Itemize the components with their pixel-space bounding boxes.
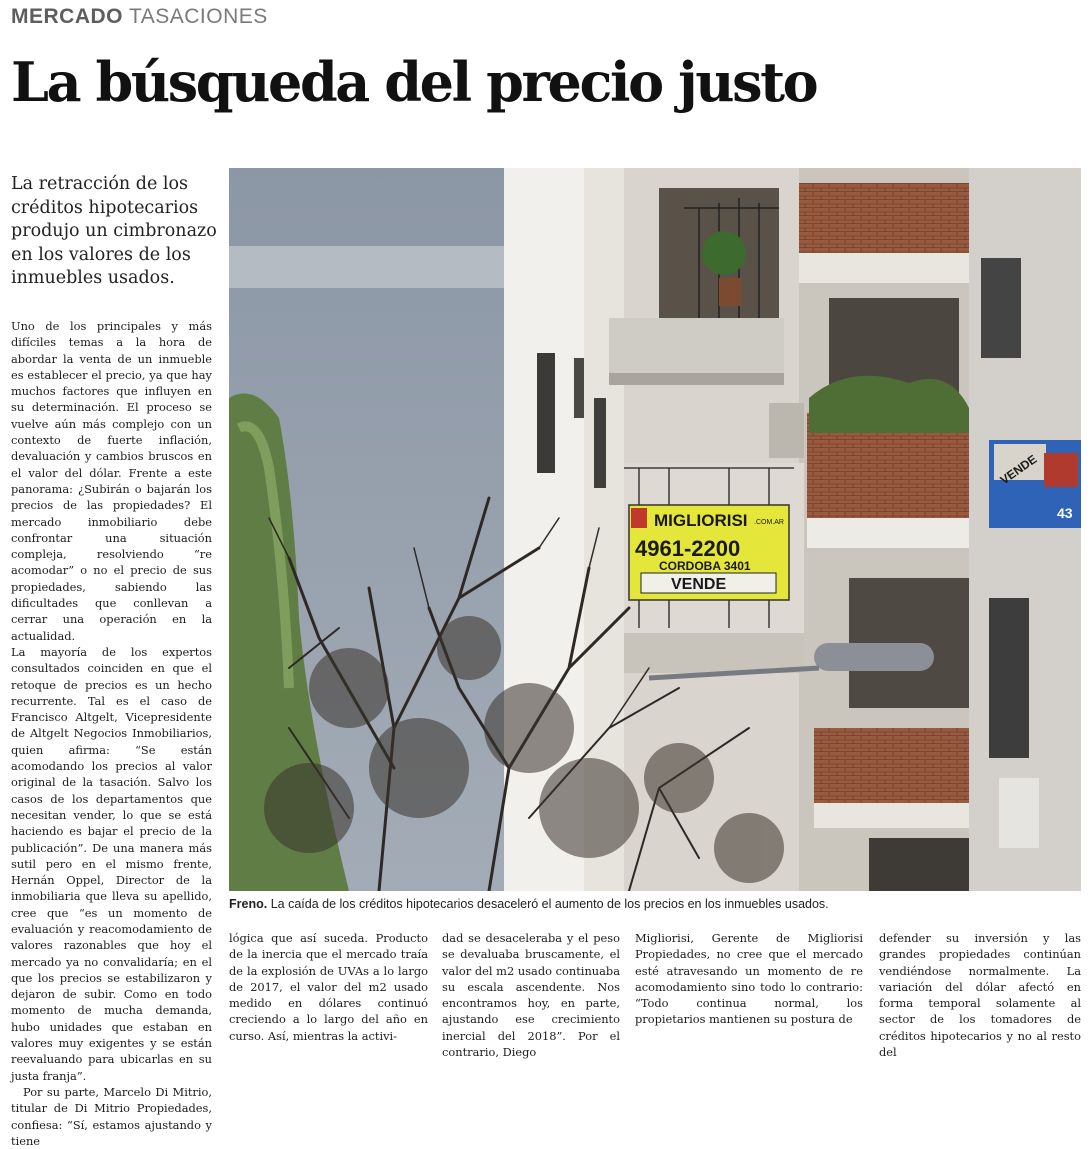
building-photo bbox=[229, 168, 1081, 891]
section-label bbox=[11, 5, 268, 29]
section-kicker: MERCADO bbox=[11, 5, 123, 28]
section-name: TASACIONES bbox=[128, 5, 268, 28]
sign-company: MIGLIORISI bbox=[654, 511, 748, 530]
sign-phone: 4961-2200 bbox=[635, 536, 741, 561]
body-column-5: defender su inversión y las grandes propiedades continúan vendiéndose normalmente. La variación del dólar afectó en forma temporal solamente al sector de los tomadores de créditos hipotecarios y no al resto del bbox=[879, 931, 1081, 1060]
headline: La búsqueda del precio justo bbox=[11, 50, 817, 114]
sign-address: CORDOBA 3401 bbox=[659, 559, 751, 573]
caption-lead: Freno. bbox=[229, 897, 268, 911]
body-column-2: lógica que así suceda. Producto de la inercia que el mercado traía de la explosión de UVAs a lo largo de 2017, el valor del m2 usado medido en dólares continuó creciendo a lo largo del año en curso. Así, mientras la activi- bbox=[229, 931, 428, 1043]
deck: La retracción de los créditos hipotecarios produjo un cimbronazo en los valores de los inmuebles usados. bbox=[11, 174, 217, 288]
body-column-3: dad se desaceleraba y el peso se devaluaba bruscamente, el valor del m2 usado continuaba su escala ascendente. Nos encontramos hoy, en parte, ajustando ese crecimiento inercial del 2018”. Por el contrario, Diego bbox=[442, 931, 620, 1060]
body-paragraph: Uno de los principales y más difíciles temas a la hora de abordar la venta de un inmueble es establecer el precio, ya que hay muchos factores que influyen en su determinación. El proceso se vuelve aún más complejo con un contexto de fuerte inflación, devaluación y cambios bruscos en el valor del dólar. Frente a este panorama: ¿Subirán o bajarán los precios de las propiedades? El mercado inmobiliario debe confrontar una situación compleja, resolviendo “re acomodar” o no el precio de sus propiedades, sabiendo las dificultades que conllevan a cerrar una operación en la actualidad. bbox=[11, 319, 212, 643]
sign2-action: VENDE bbox=[997, 451, 1040, 488]
sign-domain: .COM.AR bbox=[754, 519, 784, 526]
body-column-4: Migliorisi, Gerente de Migliorisi Propiedades, no cree que el mercado esté atravesando un momento de re acomodamiento sino todo lo contrario: “Todo continua normal, los propietarios mantienen su postura de bbox=[635, 931, 863, 1027]
caption-text: La caída de los créditos hipotecarios desaceleró el aumento de los precios en los inmuebles usados. bbox=[270, 897, 829, 911]
sign2-number: 43 bbox=[1057, 505, 1073, 521]
for-sale-sign bbox=[629, 505, 789, 600]
for-sale-sign-2 bbox=[989, 440, 1081, 528]
body-paragraph: La mayoría de los expertos consultados coinciden en que el retoque de precios es un hecho recurrente. Tal es el caso de Francisco Altgelt, Vicepresidente de Altgelt Negocios Inmobiliarios, quien afirma: “Se están acomodando los precios al valor original de la tasación. Salvo los casos de los departamentos que necesitan vender, lo que se está haciendo es bajar el precio de la publicación”. De una manera más sutil pero en el mismo frente, Hernán Oppel, Director de la inmobiliaria que lleva su apellido, cree que “es un momento de evaluación y reacomodamiento de valores razonables que hoy el mercado ya no convalidaría; en el que los precios se estabilizaron y dejaron de subir. Como en todo momento de mucha demanda, hubo unidades que estaban en valores muy exigentes y se están reevaluando para ubicarlas en su justa franja”. bbox=[11, 644, 212, 1083]
sign-action: VENDE bbox=[671, 576, 727, 593]
body-column-1 bbox=[11, 318, 212, 1149]
photo-caption bbox=[229, 897, 1079, 911]
body-paragraph: Por su parte, Marcelo Di Mitrio, titular de Di Mitrio Propiedades, confiesa: “Sí, estamos ajustando y tiene bbox=[11, 1084, 212, 1148]
